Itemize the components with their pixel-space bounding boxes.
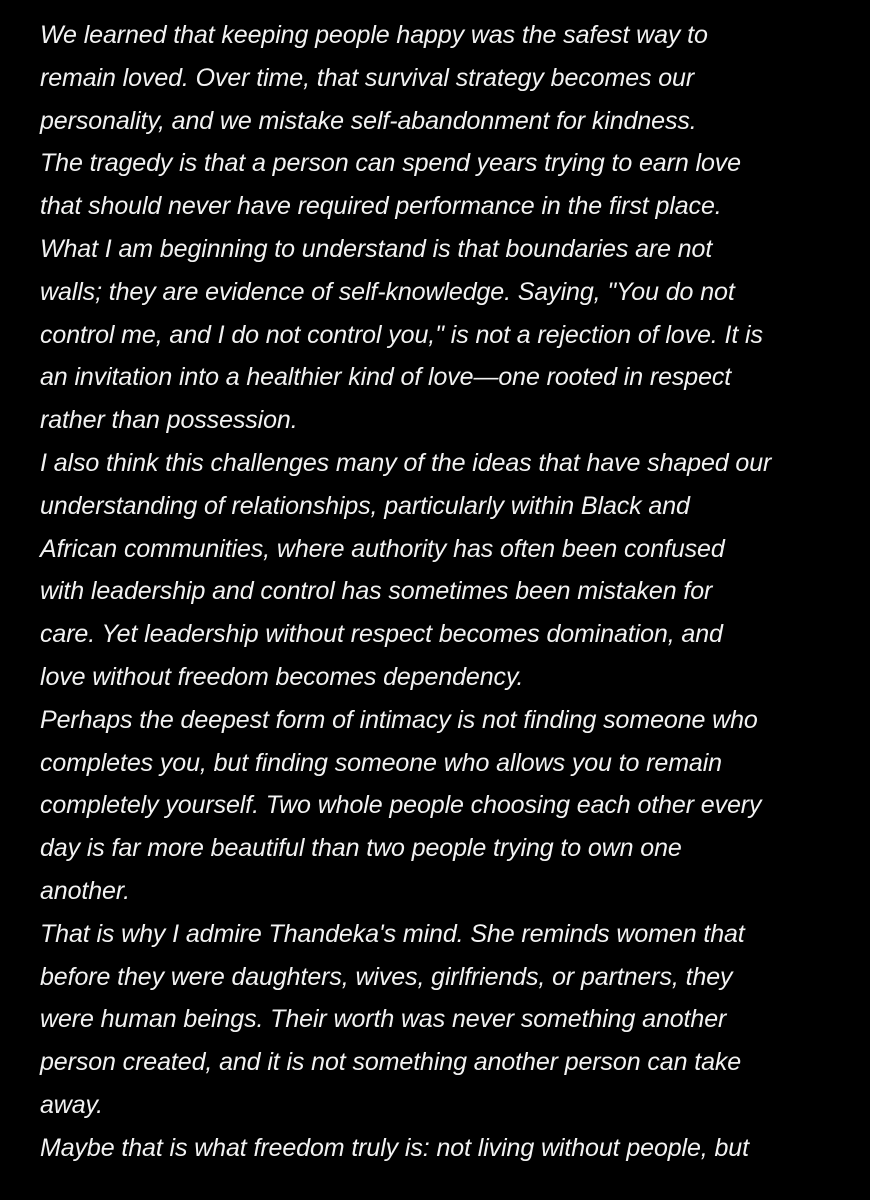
text-line: with leadership and control has sometimes been mistaken for	[40, 577, 713, 606]
text-line: person created, and it is not something another person can take	[40, 1048, 742, 1077]
text-line: walls; they are evidence of self-knowledge. Saying, "You do not	[40, 277, 735, 306]
text-line: were human beings. Their worth was never something another	[40, 1005, 727, 1034]
text-line: control me, and I do not control you," is not a rejection of love. It is	[40, 320, 763, 349]
text-line: another.	[40, 876, 131, 905]
text-line: completely yourself. Two whole people choosing each other every	[40, 791, 762, 820]
text-line: personality, and we mistake self-abandonment for kindness.	[40, 106, 697, 135]
text-line: Maybe that is what freedom truly is: not living without people, but	[40, 1133, 749, 1162]
text-line: away.	[40, 1090, 103, 1119]
text-line: before they were daughters, wives, girlfriends, or partners, they	[40, 962, 733, 991]
text-line: completes you, but finding someone who allows you to remain	[40, 748, 722, 777]
text-line: What I am beginning to understand is that boundaries are not	[40, 234, 713, 263]
text-line: Perhaps the deepest form of intimacy is not finding someone who	[40, 705, 758, 734]
text-line: rather than possession.	[40, 406, 298, 435]
text-line: understanding of relationships, particularly within Black and	[40, 491, 690, 520]
text-line: care. Yet leadership without respect becomes domination, and	[40, 620, 723, 649]
text-line: We learned that keeping people happy was the safest way to	[40, 21, 708, 49]
text-line: That is why I admire Thandeka's mind. She reminds women that	[40, 919, 745, 948]
document-body	[40, 14, 860, 1170]
text-line: day is far more beautiful than two people trying to own one	[40, 834, 682, 863]
text-line: African communities, where authority has often been confused	[40, 534, 725, 563]
text-line: remain loved. Over time, that survival strategy becomes our	[40, 63, 695, 92]
text-line: The tragedy is that a person can spend years trying to earn love	[40, 149, 741, 178]
text-line: I also think this challenges many of the ideas that have shaped our	[40, 448, 772, 477]
text-line: that should never have required performance in the first place.	[40, 192, 722, 221]
text-line: love without freedom becomes dependency.	[40, 662, 524, 691]
text-line: an invitation into a healthier kind of love—one rooted in respect	[40, 363, 732, 392]
